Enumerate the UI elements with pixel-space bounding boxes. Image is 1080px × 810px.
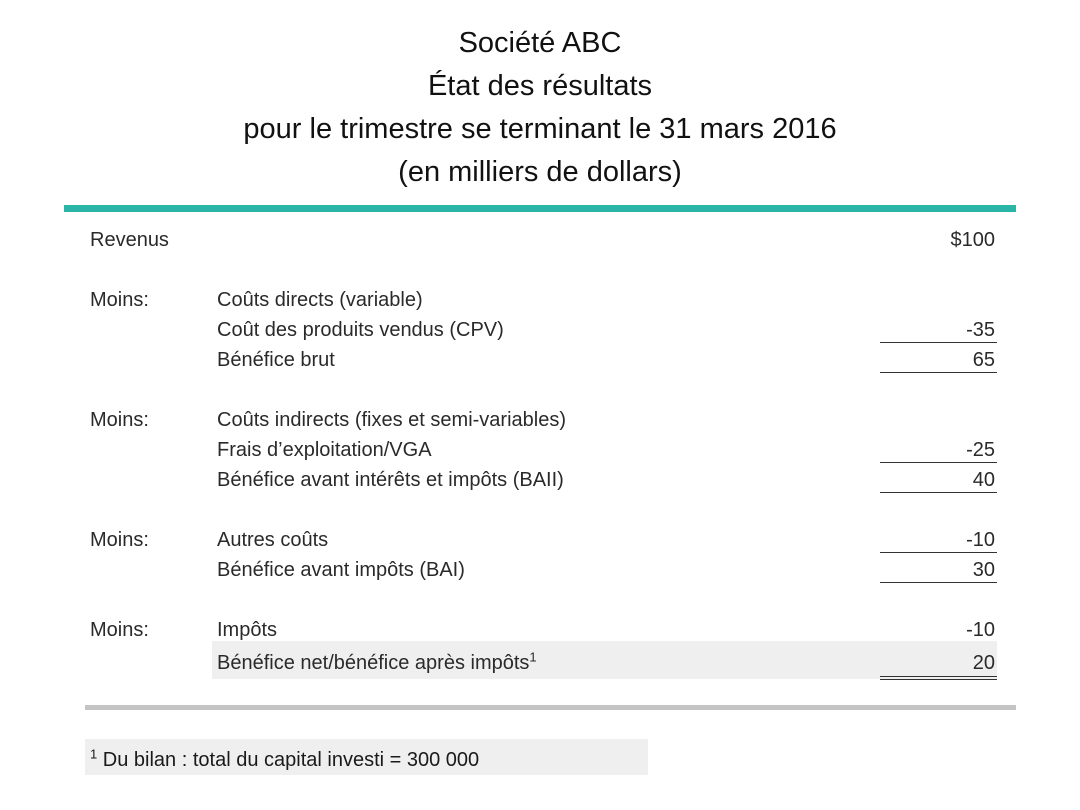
less-label: Moins: (90, 289, 149, 311)
net-income-value: 20 (972, 652, 995, 674)
double-underline (880, 676, 997, 680)
underline (880, 462, 997, 463)
statement-period: pour le trimestre se terminant le 31 mars 2016 (243, 113, 837, 145)
other-costs-value: -10 (966, 529, 995, 551)
footnote-text: Du bilan : total du capital investi = 300 000 (102, 749, 480, 771)
less-label: Moins: (90, 529, 149, 551)
opex-value: -25 (966, 439, 995, 461)
revenue-value: $100 (950, 229, 995, 251)
gross-profit-label: Bénéfice brut (217, 349, 335, 371)
net-income-label-text: Bénéfice net/bénéfice après impôts (217, 652, 530, 674)
underline (880, 552, 997, 553)
statement-units: (en milliers de dollars) (398, 156, 682, 188)
gross-profit-value: 65 (972, 349, 995, 371)
cogs-value: -35 (966, 319, 995, 341)
underline (880, 582, 997, 583)
company-name: Société ABC (458, 27, 622, 59)
revenue-label: Revenus (90, 229, 169, 251)
footnote-marker: 1 (529, 649, 537, 665)
statement-name: État des résultats (427, 70, 653, 102)
underline (880, 372, 997, 373)
opex-label: Frais d’exploitation/VGA (217, 439, 432, 461)
footnote-marker: 1 (90, 746, 98, 762)
taxes-value: -10 (966, 619, 995, 641)
direct-costs-label: Coûts directs (variable) (217, 289, 423, 311)
bottom-rule (85, 705, 1016, 710)
other-costs-label: Autres coûts (217, 529, 329, 551)
net-income-label (217, 651, 537, 675)
less-label: Moins: (90, 409, 149, 431)
less-label: Moins: (90, 619, 149, 641)
cogs-label: Coût des produits vendus (CPV) (217, 319, 504, 341)
ebt-value: 30 (972, 559, 995, 581)
ebit-label: Bénéfice avant intérêts et impôts (BAII) (217, 469, 564, 491)
underline (880, 492, 997, 493)
ebt-label: Bénéfice avant impôts (BAI) (217, 559, 465, 581)
taxes-label: Impôts (217, 619, 278, 641)
indirect-costs-label: Coûts indirects (fixes et semi-variables) (217, 409, 566, 431)
underline (880, 342, 997, 343)
footnote (90, 748, 479, 772)
ebit-value: 40 (972, 469, 995, 491)
